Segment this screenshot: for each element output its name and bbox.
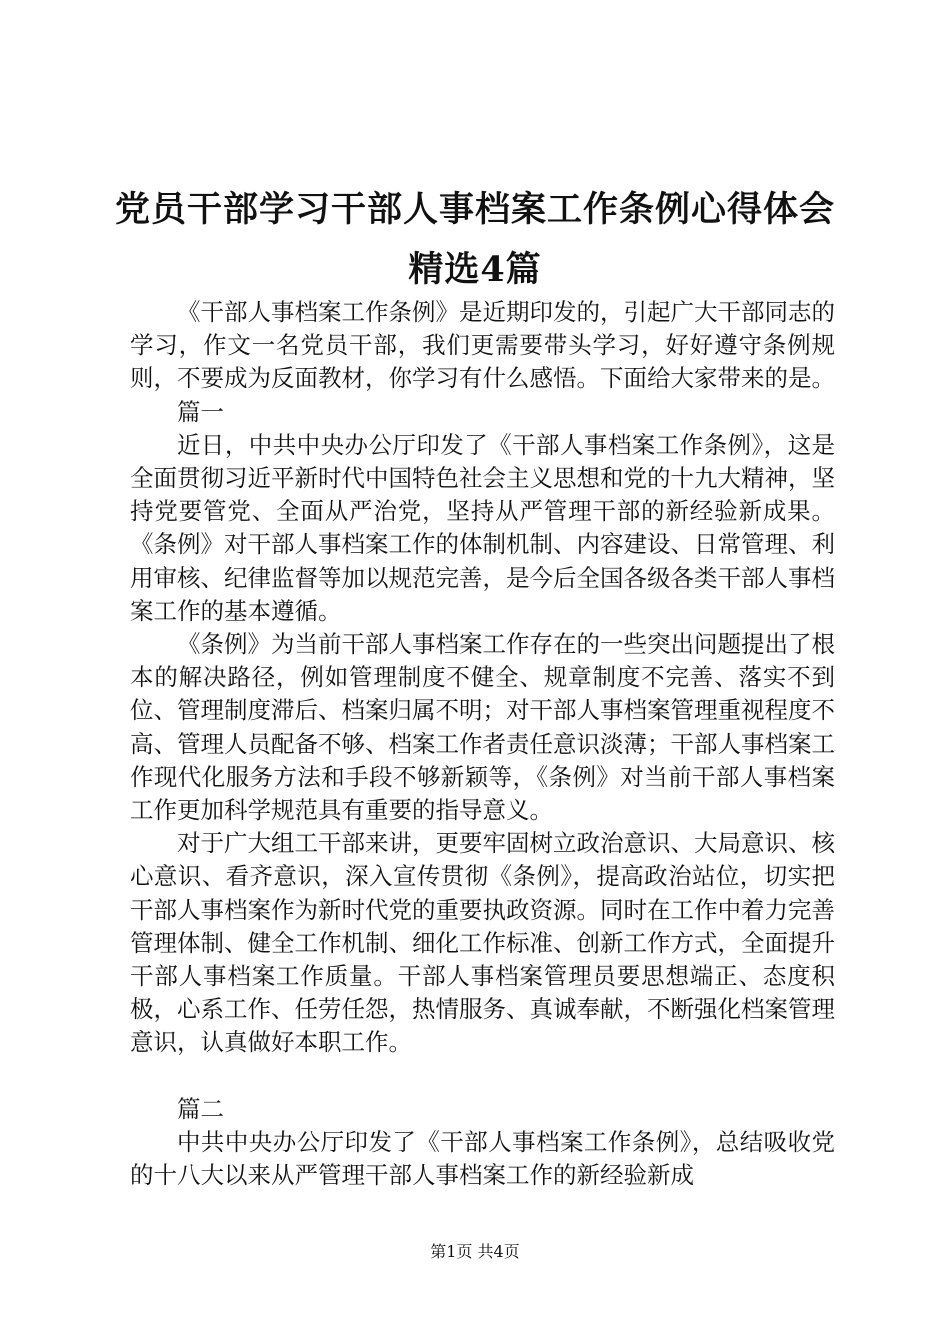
page-number-footer: 第1页 共4页 bbox=[430, 1242, 520, 1261]
body-paragraph: 《条例》为当前干部人事档案工作存在的一些突出问题提出了根本的解决路径，例如管理制度不健全、规章制度不完善、落实不到位、管理制度滞后、档案归属不明；对干部人事档案管理重视程度不高、管理人员配备不够、档案工作者责任意识淡薄；干部人事档案工作现代化服务方法和手段不够新颖等，《条例》对当前干部人事档案工作更加科学规范具有重要的指导意义。 bbox=[130, 630, 835, 825]
body-paragraph: 中共中央办公厅印发了《干部人事档案工作条例》，总结吸收党的十八大以来从严管理干部人事档案工作的新经验新成 bbox=[130, 1127, 835, 1190]
section-heading-1: 篇一 bbox=[177, 397, 224, 426]
section-heading-2: 篇二 bbox=[177, 1094, 224, 1123]
document-title-line-1: 党员干部学习干部人事档案工作条例心得体会 bbox=[114, 189, 835, 230]
body-paragraph: 对于广大组工干部来讲，更要牢固树立政治意识、大局意识、核心意识、看齐意识，深入宣传贯彻《条例》，提高政治站位，切实把干部人事档案作为新时代党的重要执政资源。同时在工作中着力完善管理体制、健全工作机制、细化工作标准、创新工作方式，全面提升干部人事档案工作质量。干部人事档案管理员要思想端正、态度积极，心系工作、任劳任怨，热情服务、真诚奉献，不断强化档案管理意识，认真做好本职工作。 bbox=[130, 829, 835, 1057]
document-title-line-2: 精选4篇 bbox=[408, 249, 542, 290]
document-body bbox=[130, 296, 835, 1192]
intro-paragraph: 《干部人事档案工作条例》是近期印发的，引起广大干部同志的学习，作文一名党员干部，我们更需要带头学习，好好遵守条例规则，不要成为反面教材，你学习有什么感悟。下面给大家带来的是。 bbox=[130, 298, 835, 393]
body-paragraph: 近日，中共中央办公厅印发了《干部人事档案工作条例》，这是全面贯彻习近平新时代中国特色社会主义思想和党的十九大精神，坚持党要管党、全面从严治党，坚持从严管理干部的新经验新成果。《条例》对干部人事档案工作的体制机制、内容建设、日常管理、利用审核、纪律监督等加以规范完善，是今后全国各级各类干部人事档案工作的基本遵循。 bbox=[130, 430, 835, 625]
